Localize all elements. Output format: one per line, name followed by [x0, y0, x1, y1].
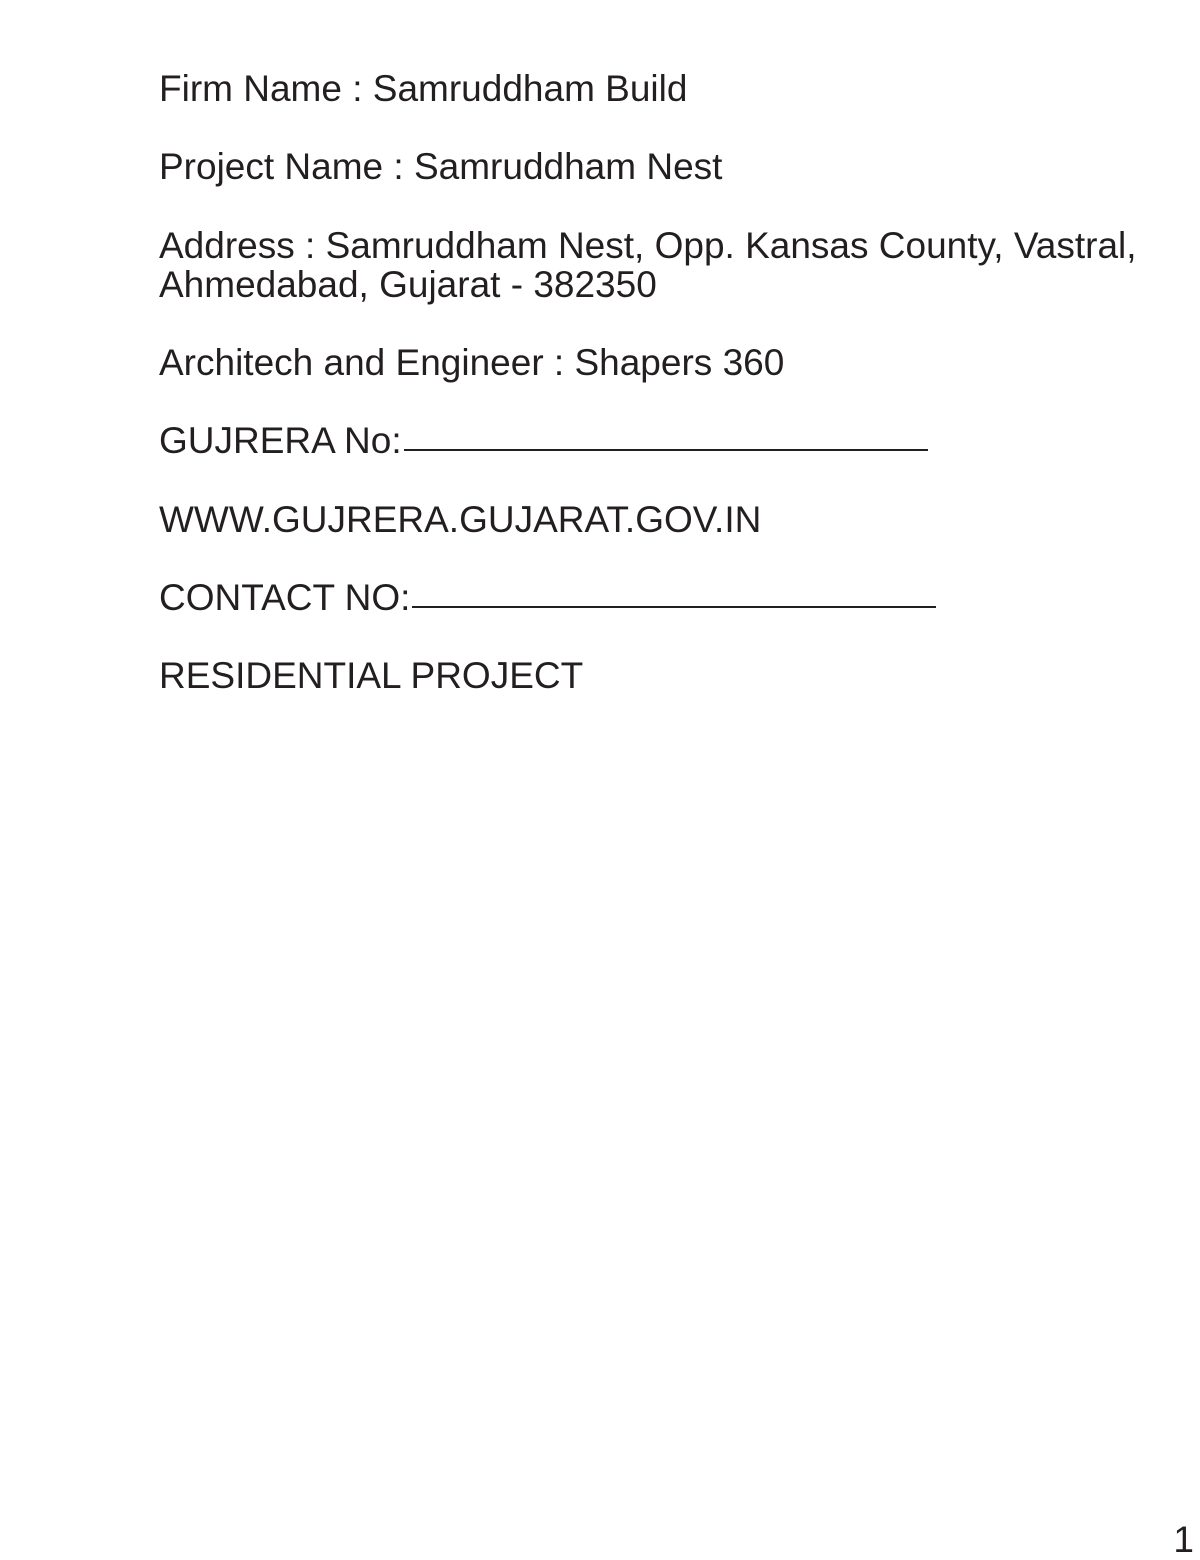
gujrera-number-row — [159, 421, 928, 461]
website: WWW.GUJRERA.GUJARAT.GOV.IN — [159, 499, 762, 540]
contact-label: CONTACT NO: — [159, 577, 411, 618]
address-line-2: Ahmedabad, Gujarat - 382350 — [159, 264, 657, 305]
page-number: 1 — [1173, 1519, 1194, 1560]
project-type: RESIDENTIAL PROJECT — [159, 655, 584, 696]
architect-engineer: Architech and Engineer : Shapers 360 — [159, 342, 785, 383]
contact-number-blank — [412, 606, 936, 608]
project-name: Project Name : Samruddham Nest — [159, 146, 723, 187]
firm-name: Firm Name : Samruddham Build — [159, 68, 688, 109]
gujrera-label: GUJRERA No: — [159, 420, 402, 461]
gujrera-number-blank — [404, 449, 928, 451]
contact-number-row — [159, 578, 936, 618]
address-line-1: Address : Samruddham Nest, Opp. Kansas County, Vastral, — [159, 225, 1137, 266]
